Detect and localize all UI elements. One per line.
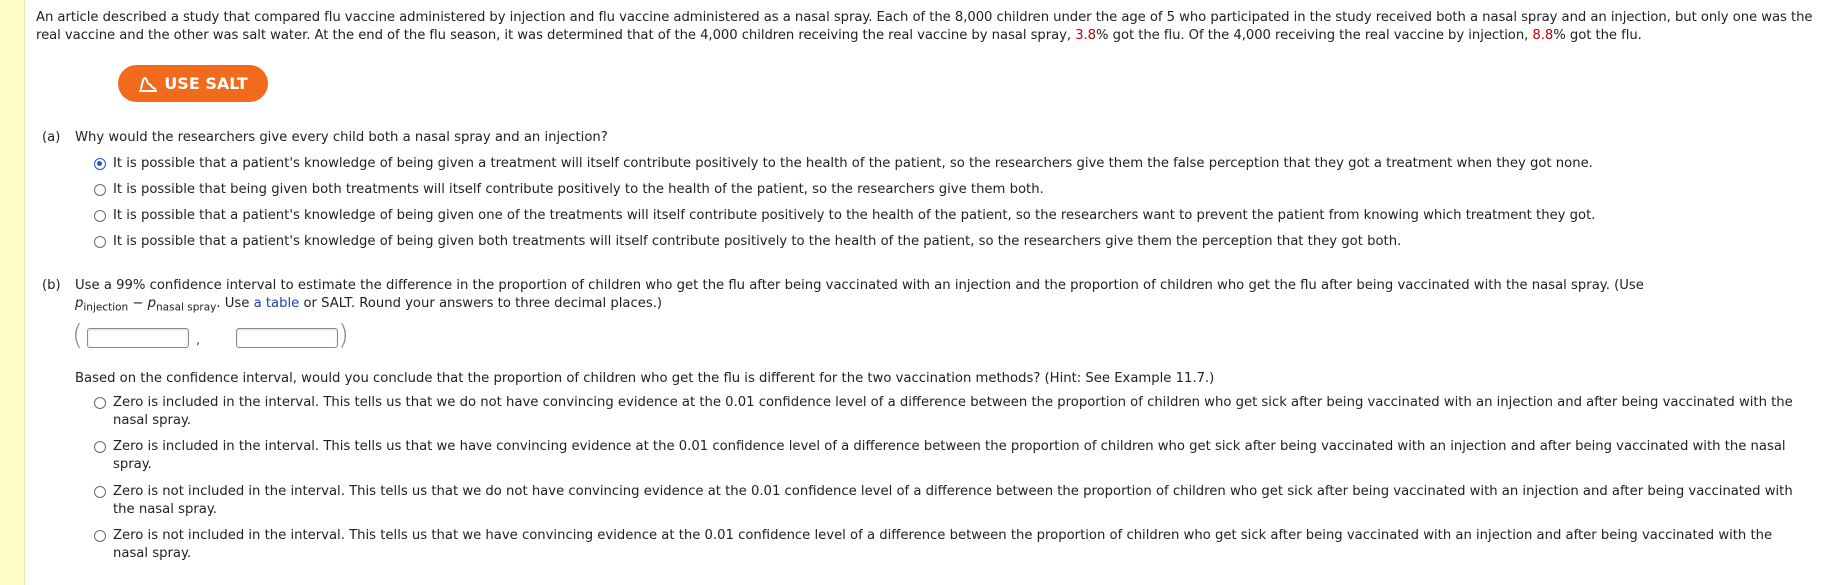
radio-icon[interactable] bbox=[94, 441, 106, 453]
part-b-question bbox=[75, 277, 1815, 317]
intro-text-2: % got the flu. Of the 4,000 receiving the real vaccine by injection, bbox=[1096, 28, 1533, 43]
part-b-option-1[interactable] bbox=[94, 394, 1834, 430]
part-b-label: (b) bbox=[42, 278, 61, 293]
sub-injection: injection bbox=[83, 301, 129, 314]
sub-nasal: nasal spray bbox=[156, 301, 217, 314]
part-a-option-3-text: It is possible that a patient's knowledge of being given one of the treatments will itself contribute positively to the health of the patient, so the researchers want to prevent the patient from knowing which treatment they got. bbox=[113, 208, 1596, 223]
part-b-option-3[interactable] bbox=[94, 483, 1834, 519]
part-b-option-4[interactable] bbox=[94, 527, 1834, 563]
part-b-option-4-line-2: nasal spray. bbox=[113, 546, 192, 561]
use-salt-label: USE SALT bbox=[164, 74, 248, 93]
radio-selected-icon[interactable] bbox=[94, 158, 106, 170]
interval-close-paren: ) bbox=[338, 318, 349, 351]
part-a-question: Why would the researchers give every child both a nasal spray and an injection? bbox=[75, 130, 608, 145]
p-symbol: p bbox=[75, 296, 84, 311]
conclusion-question: Based on the confidence interval, would you conclude that the proportion of children who get the flu is different for the two vaccination methods? (Hint: See Example 11.7.) bbox=[75, 371, 1215, 386]
part-b-option-3-line-2: the nasal spray. bbox=[113, 502, 217, 517]
part-a-option-1[interactable] bbox=[94, 155, 1593, 173]
part-b-option-1-line-1: Zero is included in the interval. This tells us that we do not have convincing evidence at the 0.01 confidence level of a difference between the proportion of children who get sick after being vaccinated with an injection and after being vaccinated with the bbox=[113, 395, 1793, 410]
interval-comma: , bbox=[196, 333, 201, 348]
part-b-option-4-line-1: Zero is not included in the interval. This tells us that we have convincing evidence at the 0.01 confidence level of a difference between the proportion of children who get sick after being vaccinated with an injection and after being vaccinated with the bbox=[113, 528, 1773, 543]
part-b-question-line-2-post: or SALT. Round your answers to three decimal places.) bbox=[299, 296, 663, 311]
radio-icon[interactable] bbox=[94, 397, 106, 409]
table-link[interactable]: a table bbox=[253, 296, 300, 311]
interval-open-paren: ( bbox=[72, 318, 83, 351]
p-symbol-2: p bbox=[147, 296, 157, 311]
part-a-option-1-text: It is possible that a patient's knowledge of being given a treatment will itself contribute positively to the health of the patient, so the researchers give them the false perception that they got a treatment when they got none. bbox=[113, 156, 1593, 171]
minus-sign: − bbox=[128, 296, 148, 311]
intro-text-3: % got the flu. bbox=[1553, 28, 1642, 43]
part-b-option-3-text bbox=[113, 483, 1793, 519]
upper-bound-input[interactable] bbox=[236, 328, 338, 348]
lower-bound-input[interactable] bbox=[87, 328, 189, 348]
part-a-option-2-text: It is possible that being given both treatments will itself contribute positively to the health of the patient, so the researchers give them both. bbox=[113, 182, 1044, 197]
part-b-option-2-line-2: spray. bbox=[113, 457, 152, 472]
part-b-option-3-line-1: Zero is not included in the interval. This tells us that we do not have convincing evidence at the 0.01 confidence level of a difference between the proportion of children who get sick after being vaccinated with an injection and after being vaccinated with bbox=[113, 484, 1793, 499]
radio-icon[interactable] bbox=[94, 530, 106, 542]
part-b-option-2-line-1: Zero is included in the interval. This tells us that we have convincing evidence at the 0.01 confidence level of a difference between the proportion of children who get sick after being vaccinated with an injection and after being vaccinated with the nasal bbox=[113, 439, 1786, 454]
intro-paragraph bbox=[36, 9, 1828, 45]
part-a-option-2[interactable] bbox=[94, 181, 1044, 199]
radio-icon[interactable] bbox=[94, 486, 106, 498]
pct-nasal-value: 3.8 bbox=[1075, 28, 1097, 43]
part-b-question-line-1: Use a 99% confidence interval to estimate the difference in the proportion of children who get the flu after being vaccinated with an injection and the proportion of children who get the flu after being vaccinated with the nasal spray. (Use bbox=[75, 278, 1644, 293]
use-salt-button[interactable] bbox=[118, 65, 268, 102]
part-b-option-4-text bbox=[113, 527, 1772, 563]
radio-icon[interactable] bbox=[94, 184, 106, 196]
part-a-option-4[interactable] bbox=[94, 233, 1401, 251]
part-b-option-2[interactable] bbox=[94, 438, 1834, 474]
part-a-option-4-text: It is possible that a patient's knowledge of being given both treatments will itself contribute positively to the health of the patient, so the researchers give them the perception that they got both. bbox=[113, 234, 1402, 249]
part-b-question-line-2-pre: . Use bbox=[216, 296, 254, 311]
intro-text-1: An article described a study that compared flu vaccine administered by injection and flu vaccine administered as a nasal spray. Each of the 8,000 children under the age of 5 who participated in the study received both a nasal spray and an injection, but only one was the real vaccine and the other was salt water. At the end of the flu season, it was determined that of the 4,000 children receiving the real vaccine by nasal spray, bbox=[36, 10, 1813, 43]
left-margin-bar bbox=[0, 0, 25, 585]
salt-chart-icon bbox=[138, 76, 158, 92]
pct-injection-value: 8.8 bbox=[1532, 28, 1554, 43]
radio-icon[interactable] bbox=[94, 210, 106, 222]
part-a-label: (a) bbox=[42, 130, 61, 145]
radio-icon[interactable] bbox=[94, 236, 106, 248]
question-content bbox=[36, 0, 1828, 561]
part-b-option-2-text bbox=[113, 438, 1786, 474]
part-a-option-3[interactable] bbox=[94, 207, 1595, 225]
part-b-option-1-text bbox=[113, 394, 1793, 430]
part-b-option-1-line-2: nasal spray. bbox=[113, 413, 192, 428]
